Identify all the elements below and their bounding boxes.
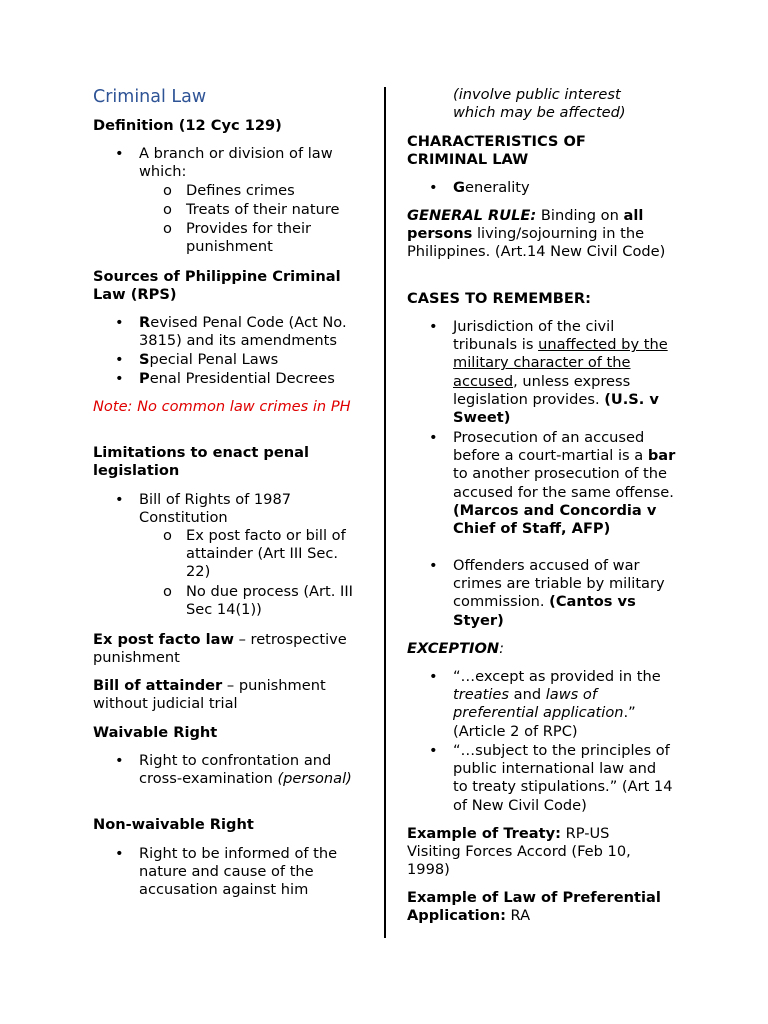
list-item: o Defines crimes xyxy=(186,182,366,200)
waivable-heading: Waivable Right xyxy=(93,724,218,741)
sources-heading: Sources of Philippine Criminal Law (RPS) xyxy=(93,268,341,304)
list-item: o Provides for their punishment xyxy=(186,220,336,256)
list-item: • “…subject to the principles of public international law and to treaty stipulations.” (Art 14 of New Civil Code) xyxy=(453,742,673,815)
bill-of-attainder-definition: Bill of attainder – punishment without judicial trial xyxy=(93,677,326,713)
list-item: • Right to confrontation and cross-examination (personal) xyxy=(139,752,359,788)
list-item: • Jurisdiction of the civil tribunals is unaffected by the military character of the accused, unless express legislation provides. (U.S. v Sweet) xyxy=(453,318,678,427)
list-item: • Special Penal Laws xyxy=(139,351,369,369)
note-text: Note: No common law crimes in PH xyxy=(93,398,351,415)
continued-text: (involve public interest which may be affected) xyxy=(453,86,626,122)
list-item: o Ex post facto or bill of attainder (Art III Sec. 22) xyxy=(186,527,366,582)
list-item: o No due process (Art. III Sec 14(1)) xyxy=(186,583,356,619)
definition-heading: Definition (12 Cyc 129) xyxy=(93,117,282,134)
cases-heading: CASES TO REMEMBER: xyxy=(407,290,591,307)
page-title: Criminal Law xyxy=(93,87,207,107)
nonwaivable-heading: Non-waivable Right xyxy=(93,816,254,833)
treaty-example: Example of Treaty: RP-US Visiting Forces Accord (Feb 10, 1998) xyxy=(407,825,631,879)
list-item: • “…except as provided in the treaties and laws of preferential application.” (Article 2 of RPC) xyxy=(453,668,678,741)
list-item: o Treats of their nature xyxy=(186,201,366,219)
characteristics-heading: CHARACTERISTICS OF CRIMINAL LAW xyxy=(407,133,586,169)
general-rule-text: GENERAL RULE: Binding on all persons living/sojourning in the Philippines. (Art.14 New Civil Code) xyxy=(407,207,666,261)
preferential-law-example: Example of Law of Preferential Application: RA xyxy=(407,889,661,925)
list-item: • Bill of Rights of 1987 Constitution xyxy=(139,491,329,527)
list-item: • Revised Penal Code (Act No. 3815) and its amendments xyxy=(139,314,369,350)
ex-post-facto-definition: Ex post facto law – retrospective punishment xyxy=(93,631,347,667)
column-divider xyxy=(384,87,386,938)
list-item: • Generality xyxy=(453,179,653,197)
list-item: • A branch or division of law which: xyxy=(139,145,369,181)
list-item: • Offenders accused of war crimes are triable by military commission. (Cantos vs Styer) xyxy=(453,557,668,630)
limitations-heading: Limitations to enact penal legislation xyxy=(93,444,310,480)
list-item: • Right to be informed of the nature and cause of the accusation against him xyxy=(139,845,364,900)
exception-heading: EXCEPTION: xyxy=(407,640,505,657)
list-item: • Penal Presidential Decrees xyxy=(139,370,369,388)
list-item: • Prosecution of an accused before a court-martial is a bar to another prosecution of the accused for the same offense. (Marcos and Concordia v Chief of Staff, AFP) xyxy=(453,429,678,538)
